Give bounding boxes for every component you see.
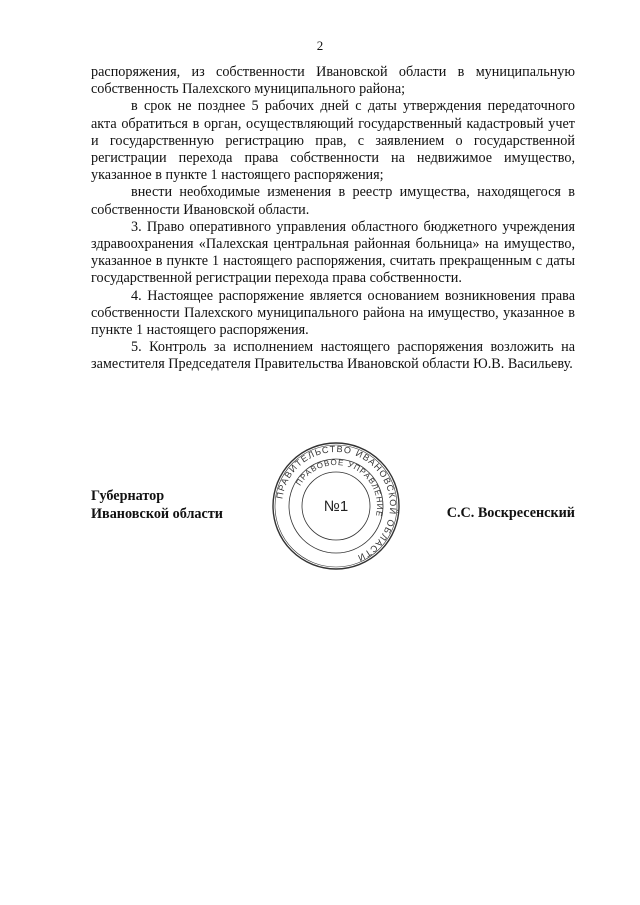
paragraph-5: 4. Настоящее распоряжение является основанием возникновения права собственности Палехского муниципального района на имущество, указанное в пункте 1 настоящего распоряжения.: [91, 287, 575, 339]
official-seal: [270, 440, 402, 572]
signature-title: [91, 488, 223, 523]
page-number: 2: [316, 38, 324, 53]
paragraph-4: 3. Право оперативного управления областного бюджетного учреждения здравоохранения «Палехская центральная районная больница» на имущество, указанное в пункте 1 настоящего распоряжения, считать прекращенным с даты государственной регистрации перехода права собственности.: [91, 218, 575, 287]
seal-outer-text: ПРАВИТЕЛЬСТВО ИВАНОВСКОЙ ОБЛАСТИ: [274, 443, 399, 564]
paragraph-2: в срок не позднее 5 рабочих дней с даты утверждения передаточного акта обратиться в орган, осуществляющий государственный кадастровый учет и государственную регистрацию прав, с заявлением о государственной регистрации перехода права собственности на недвижимое имущество, указанное в пункте 1 настоящего распоряжения;: [91, 98, 575, 184]
document-body: [91, 64, 575, 374]
paragraph-3: внести необходимые изменения в реестр имущества, находящегося в собственности Ивановской области.: [91, 184, 575, 218]
signature-title-line1: Губернатор: [91, 488, 165, 504]
signer-name: С.С. Воскресенский: [446, 505, 575, 521]
signature-title-line2: Ивановской области: [91, 505, 223, 522]
seal-inner-text: ПРАВОВОЕ УПРАВЛЕНИЕ: [294, 457, 385, 519]
paragraph-1: распоряжения, из собственности Ивановской области в муниципальную собственность Палехского муниципального района;: [91, 64, 575, 98]
seal-center-text: №1: [323, 498, 349, 515]
paragraph-6: 5. Контроль за исполнением настоящего распоряжения возложить на заместителя Председателя Правительства Ивановской области Ю.В. Васильеву.: [91, 339, 575, 373]
